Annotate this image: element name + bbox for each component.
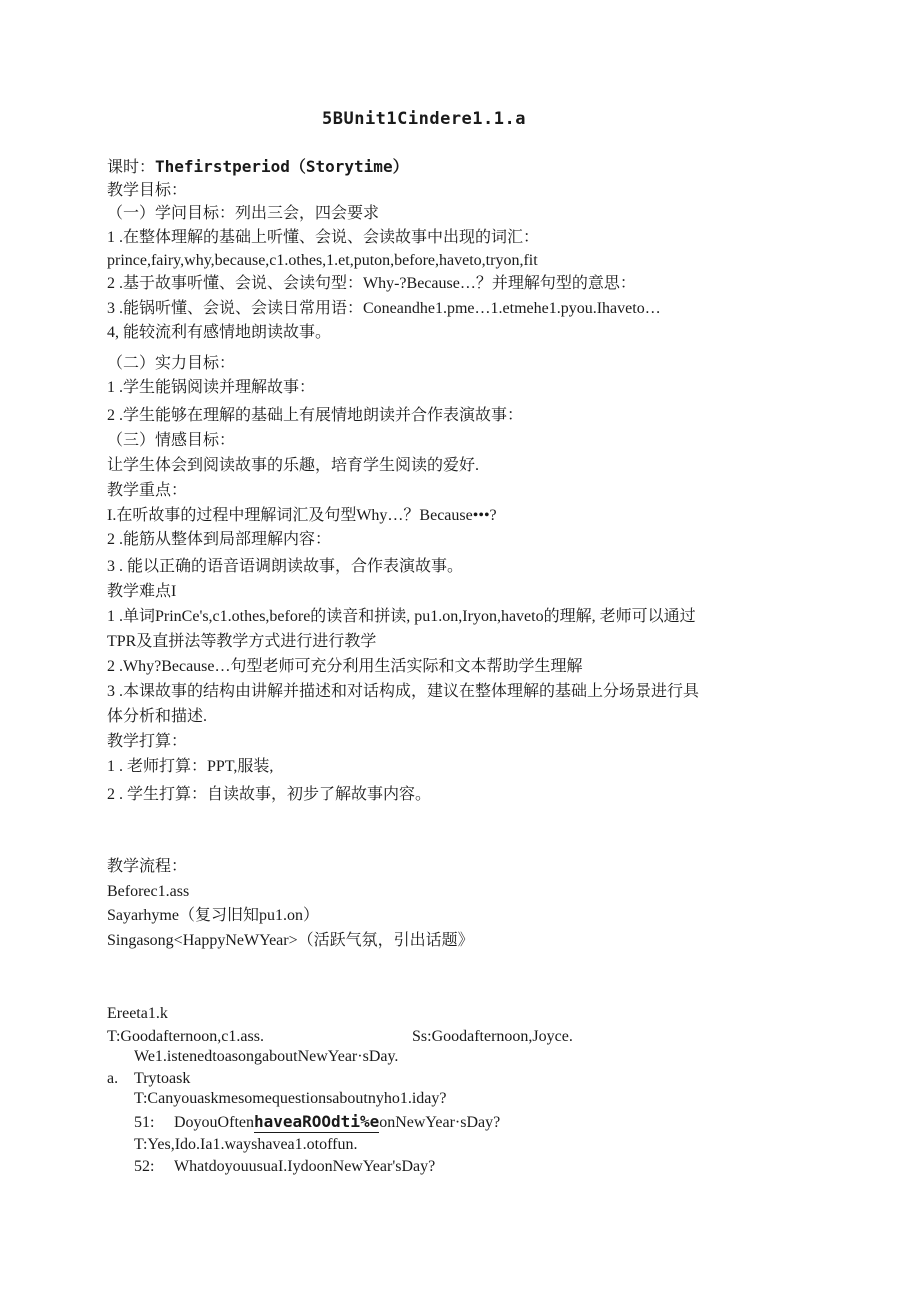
speaker-number: 52: bbox=[134, 1158, 155, 1175]
text-line: Singasong<HappyNeWYear>（活跃气氛，引出话题》 bbox=[107, 932, 474, 949]
text-line: Ereeta1.k bbox=[107, 1005, 168, 1022]
text-line: Trytoask bbox=[134, 1070, 191, 1087]
text-line: T:Yes,Ido.Ia1.wayshavea1.otoffun. bbox=[134, 1136, 358, 1153]
text-line: We1.istenedtoasongaboutNewYear·sDay. bbox=[134, 1048, 399, 1065]
dialogue-line-s1 bbox=[134, 1112, 500, 1133]
text-line: 2 .能筋从整体到局部理解内容： bbox=[107, 531, 332, 548]
text-line: 教学目标： bbox=[107, 182, 188, 199]
text-line: 3 .能锅听懂、会说、会读日常用语：Coneandhe1.pme…1.etmehe1.pyou.Ihaveto… bbox=[107, 300, 661, 317]
text-line: 1 .单词PrinCe's,c1.othes,before的读音和拼读, pu1.on,Iryon,haveto的理解, 老师可以通过 bbox=[107, 608, 696, 625]
underlined-phrase: haveaROOdti%e bbox=[253, 1112, 380, 1131]
text-line: 教学流程： bbox=[107, 858, 188, 875]
text-line: （一）学问目标：列出三会，四会要求 bbox=[107, 205, 380, 222]
text-line: 2 .Why?Because…句型老师可充分利用生活实际和文本帮助学生理解 bbox=[107, 658, 583, 675]
dialogue-line-teacher: T:Goodafternoon,c1.ass. bbox=[107, 1028, 264, 1045]
dialogue-text: onNewYear·sDay? bbox=[379, 1114, 501, 1131]
period-line bbox=[107, 157, 409, 178]
dialogue-line-s2 bbox=[134, 1157, 435, 1177]
dialogue-text: DoyouOften bbox=[174, 1114, 254, 1131]
period-title: Thefirstperiod（Storytime） bbox=[155, 157, 409, 176]
document-title: 5BUnit1Cindere1.1.a bbox=[322, 109, 526, 129]
text-line: prince,fairy,why,because,c1.othes,1.et,puton,before,haveto,tryon,fit bbox=[107, 252, 538, 269]
text-line: 1 .学生能锅阅读并理解故事： bbox=[107, 379, 316, 396]
text-line: （二）实力目标： bbox=[107, 355, 236, 372]
text-line: Sayarhyme（复习旧知pu1.on） bbox=[107, 907, 319, 924]
text-line: 3 .本课故事的结构由讲解并描述和对话构成，建议在整体理解的基础上分场景进行具 bbox=[107, 683, 700, 700]
text-line: 3 . 能以正确的语音语调朗读故事，合作表演故事。 bbox=[107, 558, 464, 575]
period-label: 课时： bbox=[107, 159, 156, 176]
text-line: 教学打算： bbox=[107, 733, 188, 750]
text-line: Beforec1.ass bbox=[107, 883, 190, 900]
list-marker: a. bbox=[107, 1070, 119, 1087]
text-line: 4, 能较流利有感情地朗读故事。 bbox=[107, 324, 332, 341]
text-line: 1 . 老师打算：PPT,服装, bbox=[107, 758, 274, 775]
text-line: T:Canyouaskmesomequestionsaboutnyho1.iday? bbox=[134, 1090, 447, 1107]
text-line: 2 .基于故事听懂、会说、会读句型：Why-?Because…？并理解句型的意思： bbox=[107, 275, 636, 292]
text-line: TPR及直拼法等教学方式进行进行教学 bbox=[107, 633, 377, 650]
text-line: 2 .学生能够在理解的基础上有展情地朗读并合作表演故事： bbox=[107, 407, 524, 424]
text-line: （三）情感目标： bbox=[107, 432, 236, 449]
dialogue-text: WhatdoyouusuaI.IydoonNewYear'sDay? bbox=[174, 1158, 436, 1175]
text-line: 教学重点： bbox=[107, 482, 188, 499]
text-line: 体分析和描述. bbox=[107, 708, 208, 725]
text-line: 教学难点I bbox=[107, 583, 177, 600]
text-line: 1 .在整体理解的基础上听懂、会说、会读故事中出现的词汇： bbox=[107, 229, 540, 246]
speaker-number: 51: bbox=[134, 1114, 155, 1131]
dialogue-line-students: Ss:Goodafternoon,Joyce. bbox=[412, 1028, 573, 1045]
text-line: 让学生体会到阅读故事的乐趣，培育学生阅读的爱好. bbox=[107, 457, 480, 474]
text-line: 2 . 学生打算：自读故事，初步了解故事内容。 bbox=[107, 786, 432, 803]
text-line: I.在听故事的过程中理解词汇及句型Why…？Because•••? bbox=[107, 507, 497, 524]
